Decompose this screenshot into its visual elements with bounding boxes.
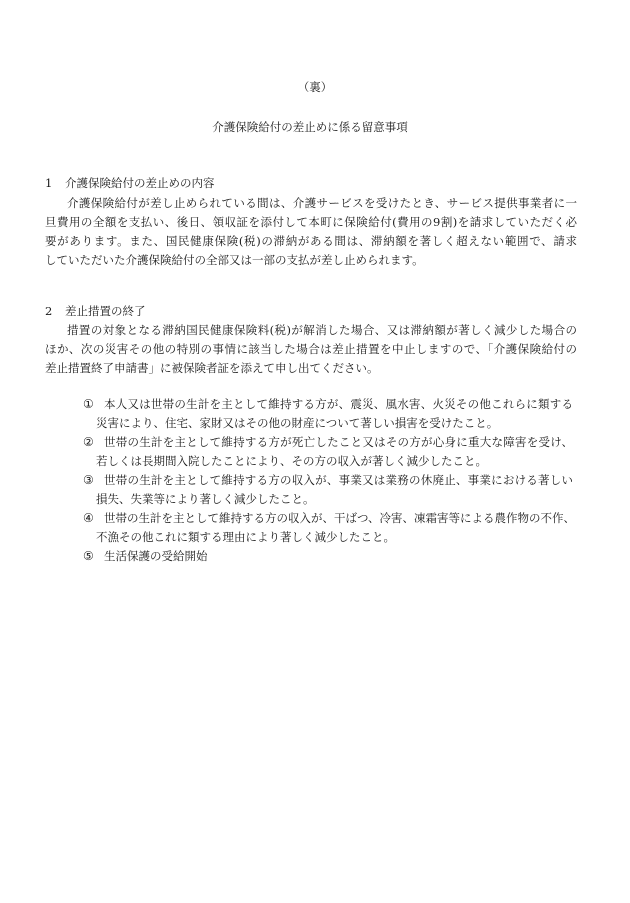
- list-item-continuation: 損失、失業等により著しく減少したこと。: [96, 491, 315, 506]
- document-title: 介護保険給付の差止めに係る留意事項: [212, 120, 408, 134]
- list-item-first-line: [83, 509, 576, 528]
- list-item-text: 生活保護の受給開始: [104, 548, 208, 563]
- list-item-marker: ④: [83, 510, 94, 525]
- list-item: [83, 433, 573, 471]
- reverse-side-mark: （裏）: [297, 80, 333, 94]
- paragraph-line: 要があります。また、国民健康保険(税)の滞納がある間は、滞納額を著しく超えない範囲で、請求: [45, 233, 577, 248]
- list-item-marker: ⑤: [83, 548, 94, 563]
- list-item-continuation: 若しくは長期間入院したことにより、その方の収入が著しく減少したこと。: [96, 453, 487, 468]
- section-paragraph: [45, 321, 577, 378]
- list-item: [83, 509, 576, 547]
- paragraph-line: 差止措置終了申請書」に被保険者証を添えて申し出てください。: [45, 360, 379, 375]
- paragraph-line: 措置の対象となる滞納国民健康保険料(税)が解消した場合、又は滞納額が著しく減少した場合の: [67, 322, 577, 337]
- list-item-first-line: [83, 433, 573, 452]
- list-item: [83, 547, 573, 566]
- paragraph-line: していただいた介護保険給付の全部又は一部の支払が差し止められます。: [45, 252, 424, 267]
- section-paragraph: [45, 194, 577, 270]
- list-item-text: 世帯の生計を主として維持する方の収入が、干ばつ、冷害、凍霜害等による農作物の不作、: [104, 510, 576, 525]
- list-item: [83, 471, 573, 509]
- section-number: 1: [45, 176, 53, 190]
- paragraph-line: 旦費用の全額を支払い、後日、領収証を添付して本町に保険給付(費用の9割)を請求していただく必: [45, 214, 577, 229]
- section-heading: 差止措置の終了: [65, 304, 146, 318]
- section-heading: 介護保険給付の差止めの内容: [65, 176, 215, 190]
- list-item-continuation: 災害により、住宅、家財又はその他の財産について著しい損害を受けたこと。: [96, 415, 499, 430]
- paragraph-line: ほか、次の災害その他の特別の事情に該当した場合は差止措置を中止しますので、「介護保険給付の: [45, 341, 577, 356]
- list-item-text: 世帯の生計を主として維持する方が死亡したこと又はその方が心身に重大な障害を受け、: [104, 434, 573, 449]
- section-number: 2: [45, 304, 53, 318]
- list-item-text: 世帯の生計を主として維持する方の収入が、事業又は業務の休廃止、事業における著しい: [104, 472, 573, 487]
- list-item-marker: ①: [83, 396, 94, 411]
- list-item-continuation: 不漁その他これに類する理由により著しく減少したこと。: [96, 529, 395, 544]
- list-item-marker: ②: [83, 434, 94, 449]
- list-item-first-line: [83, 547, 573, 566]
- special-circumstances-list: [83, 395, 576, 566]
- paragraph-line: 介護保険給付が差し止められている間は、介護サービスを受けたとき、サービス提供事業者に一: [67, 195, 577, 210]
- list-item-text: 本人又は世帯の生計を主として維持する方が、震災、風水害、火災その他これらに類する: [104, 396, 573, 411]
- list-item: [83, 395, 573, 433]
- list-item-first-line: [83, 395, 573, 414]
- list-item-first-line: [83, 471, 573, 490]
- list-item-marker: ③: [83, 472, 94, 487]
